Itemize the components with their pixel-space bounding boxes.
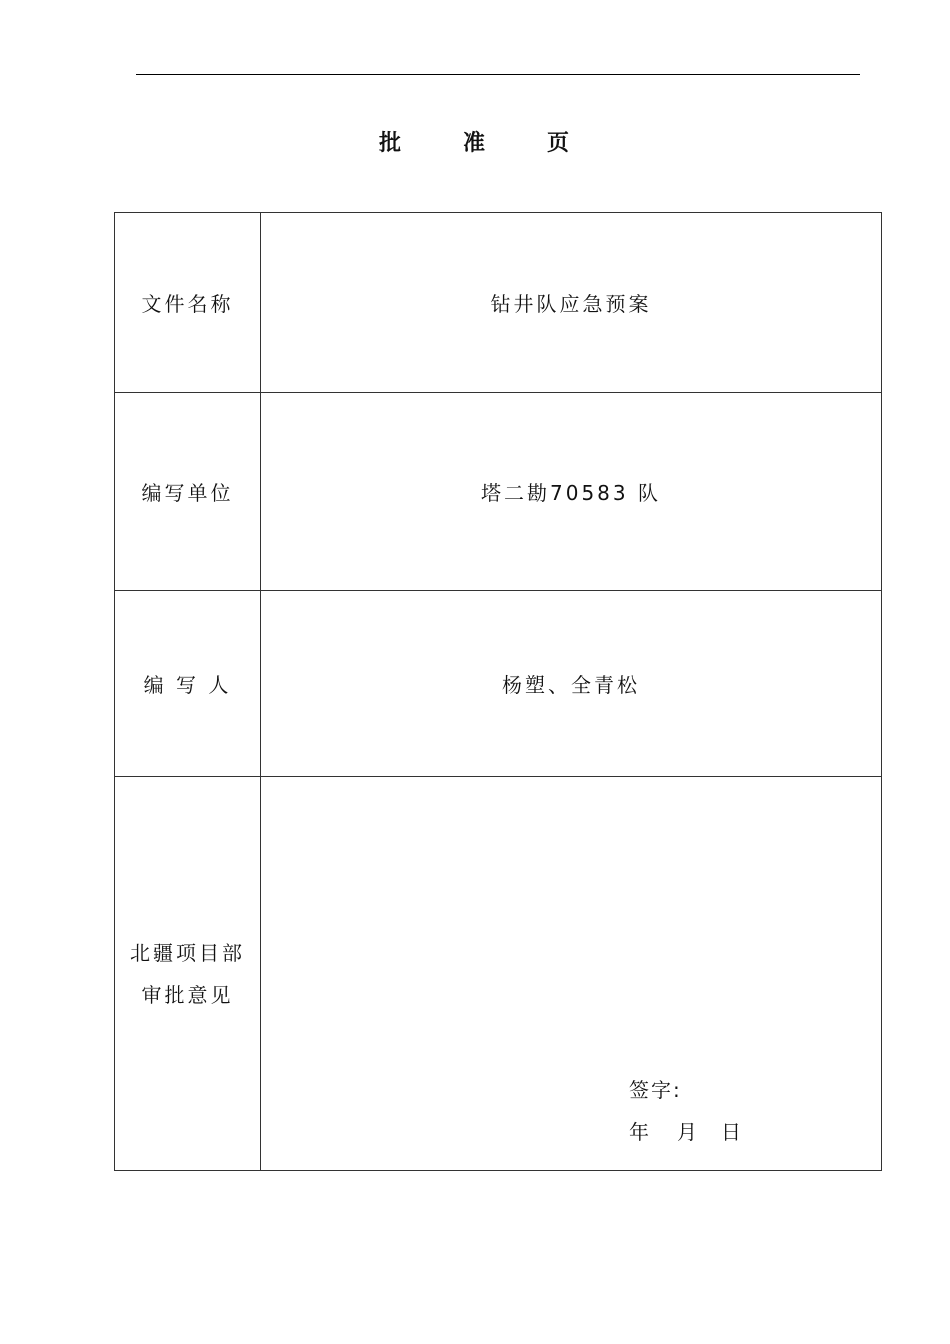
document-name-label: 文件名称 <box>115 213 261 393</box>
approval-label-line1: 北疆项目部 <box>130 940 245 965</box>
approval-opinion-field[interactable] <box>261 777 882 1171</box>
approval-label-line2: 审批意见 <box>141 982 234 1007</box>
date-year-label: 年 <box>629 1120 651 1144</box>
author-unit-value: 塔二勘70583 队 <box>261 393 882 591</box>
page-title <box>0 126 950 157</box>
table-row <box>115 777 882 1171</box>
author-label: 编 写 人 <box>115 591 261 777</box>
date-month-label: 月 <box>677 1120 699 1144</box>
document-name-value: 钻井队应急预案 <box>261 213 882 393</box>
approval-table <box>114 212 882 1171</box>
table-row <box>115 213 882 393</box>
author-value: 杨塑、全青松 <box>261 591 882 777</box>
page-title-char: 批 <box>378 131 403 156</box>
date-line <box>629 1111 743 1153</box>
signature-block <box>629 1069 743 1153</box>
table-row <box>115 393 882 591</box>
author-unit-label: 编写单位 <box>115 393 261 591</box>
table-row <box>115 591 882 777</box>
date-day-label: 日 <box>721 1120 743 1144</box>
approval-opinion-label <box>115 777 261 1171</box>
page-title-char: 准 <box>462 131 487 156</box>
signature-label: 签字: <box>629 1078 682 1102</box>
header-rule <box>136 74 860 75</box>
page-title-char: 页 <box>547 131 572 156</box>
